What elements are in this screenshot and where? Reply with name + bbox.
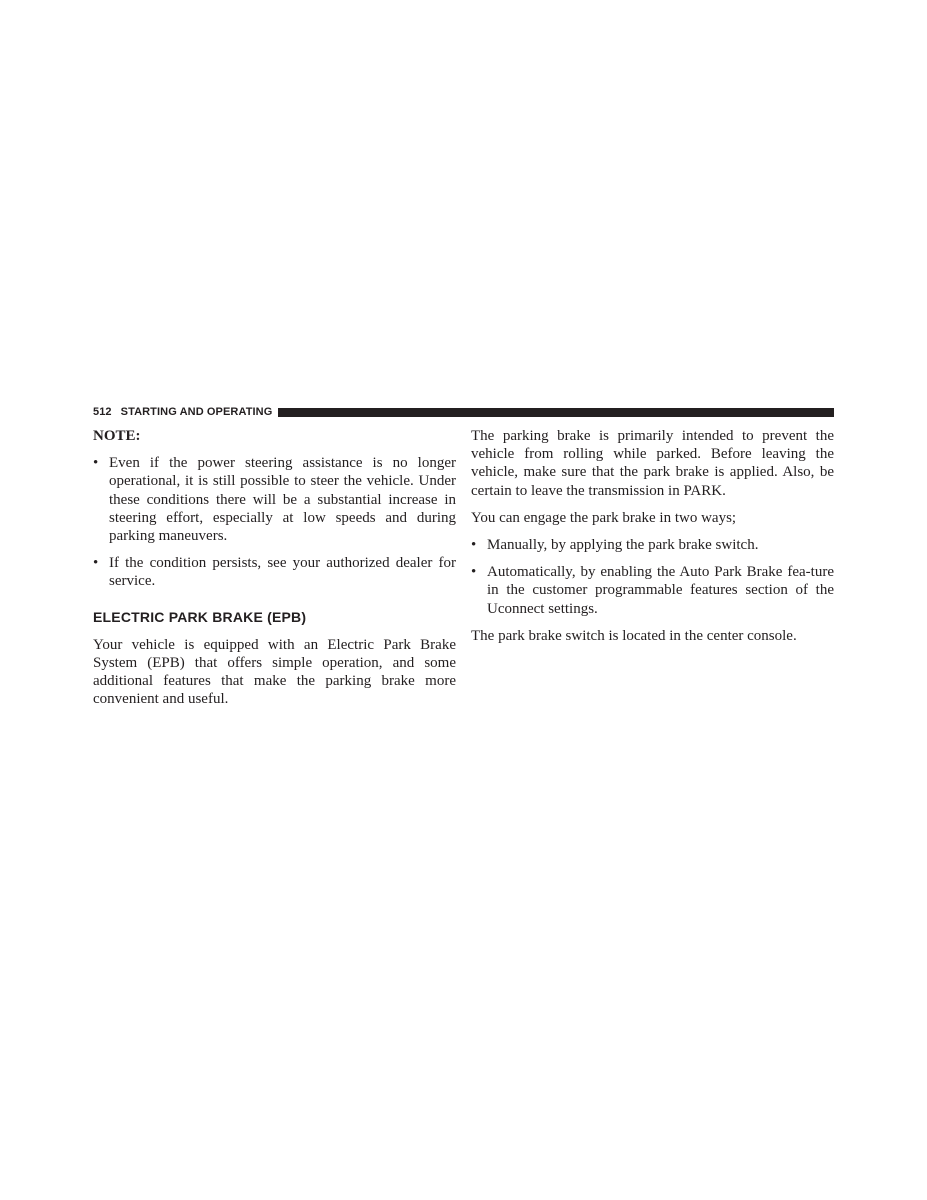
left-column — [93, 427, 456, 717]
note-item-text: Even if the power steering assistance is no longer operational, it is still possible to steer the vehicle. Under these conditions there will be a substantial increase in steering effort, especially at low speeds and during parking maneuvers. — [109, 455, 456, 545]
section-title: STARTING AND OPERATING — [120, 406, 273, 418]
switch-location-paragraph: The park brake switch is located in the center console. — [471, 627, 797, 644]
engage-ways-list — [471, 536, 834, 618]
note-list — [93, 454, 456, 590]
engage-ways-paragraph: You can engage the park brake in two ways; — [471, 509, 737, 526]
epb-intro-paragraph: Your vehicle is equipped with an Electric Park Brake System (EPB) that offers simple operation, and some additional features that make the parking brake more convenient and useful. — [93, 636, 456, 708]
list-item-text: Automatically, by enabling the Auto Park Brake fea-ture in the customer programmable features section of the Uconnect settings. — [487, 564, 834, 617]
section-heading: ELECTRIC PARK BRAKE (EPB) — [93, 608, 307, 625]
list-item — [471, 536, 834, 554]
page-number: 512 — [93, 406, 112, 418]
right-column — [471, 427, 834, 654]
note-item — [93, 554, 456, 590]
note-label: NOTE: — [93, 428, 141, 444]
header-rule — [278, 408, 834, 417]
list-item-text: Manually, by applying the park brake switch. — [487, 537, 759, 554]
list-item — [471, 563, 834, 618]
bullet-icon: • — [471, 564, 477, 581]
note-item — [93, 454, 456, 545]
parking-brake-purpose-paragraph: The parking brake is primarily intended to prevent the vehicle from rolling while parked. Before leaving the vehicle, make sure that the park brake is applied. Also, be certain to leave the transmission in PARK. — [471, 428, 834, 499]
page-header — [93, 405, 834, 419]
bullet-icon: • — [93, 555, 99, 572]
bullet-icon: • — [93, 455, 99, 472]
bullet-icon: • — [471, 537, 477, 554]
note-item-text: If the condition persists, see your authorized dealer for service. — [109, 555, 456, 590]
